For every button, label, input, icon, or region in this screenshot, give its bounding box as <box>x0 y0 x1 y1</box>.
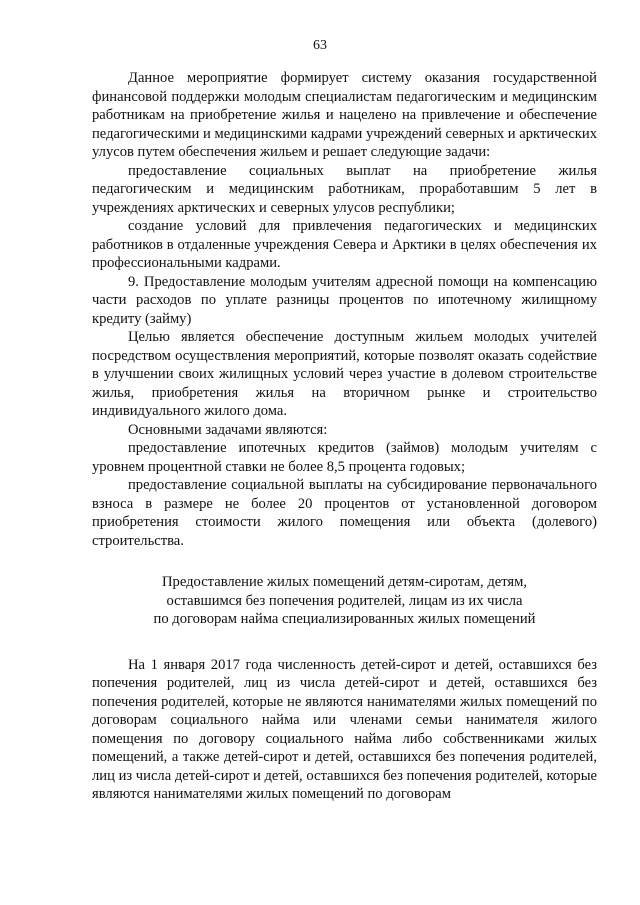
paragraph: Данное мероприятие формирует систему оказания государственной финансовой поддержки молодым специалистам педагогическим и медицинским работникам на приобретение жилья и нацелено на привлечение и обеспечение педагогическими и медицинскими кадрами учреждений северных и арктических улусов путем обеспечения жильем и решает следующие задачи: <box>92 70 597 160</box>
section-heading-line: по договорам найма специализированных жилых помещений <box>153 611 536 627</box>
section-heading-line: Предоставление жилых помещений детям-сиротам, детям, <box>161 574 527 590</box>
paragraph: предоставление социальной выплаты на субсидирование первоначального взноса в размере не более 20 процентов от установленной договором приобретения стоимости жилого помещения или объекта (долевого) строительства. <box>92 477 597 549</box>
section-heading-line: оставшимся без попечения родителей, лицам из их числа <box>166 592 523 609</box>
paragraph: создание условий для привлечения педагогических и медицинских работников в отдаленные учреждения Севера и Арктики в целях обеспечения их профессиональными кадрами. <box>92 218 597 271</box>
section-heading <box>92 573 597 629</box>
document-body <box>92 69 597 804</box>
paragraph: Основными задачами являются: <box>128 421 328 438</box>
page-number: 63 <box>313 38 327 53</box>
paragraph: предоставление социальных выплат на приобретение жилья педагогическим и медицинским работникам, проработавшим 5 лет в учреждениях арктических и северных улусов республики; <box>92 162 597 216</box>
paragraph: Целью является обеспечение доступным жильем молодых учителей посредством осуществления мероприятий, которые позволят оказать содействие в улучшении своих жилищных условий через участие в долевом строительстве жилья, приобретения жилья на вторичном рынке и строительство индивидуального жилого дома. <box>92 329 597 419</box>
paragraph: На 1 января 2017 года численность детей-сирот и детей, оставшихся без попечения родителей, лиц из числа детей-сирот и детей, оставшихся без попечения родителей, которые не являются нанимателями жилых помещений по договорам социального найма или членами семьи нанимателя жилого помещения по договору социального найма либо собственниками жилых помещений, а также детей-сирот и детей, оставшихся без попечения родителей, лиц из числа детей-сирот и детей, оставшихся без попечения родителей, которые являются нанимателями жилых помещений по договорам <box>92 656 597 802</box>
paragraph: предоставление ипотечных кредитов (займов) молодым учителям с уровнем процентной ставки не более 8,5 процента годовых; <box>92 440 597 475</box>
paragraph: 9. Предоставление молодым учителям адресной помощи на компенсацию части расходов по уплате разницы процентов по ипотечному жилищному кредиту (займу) <box>92 273 597 327</box>
